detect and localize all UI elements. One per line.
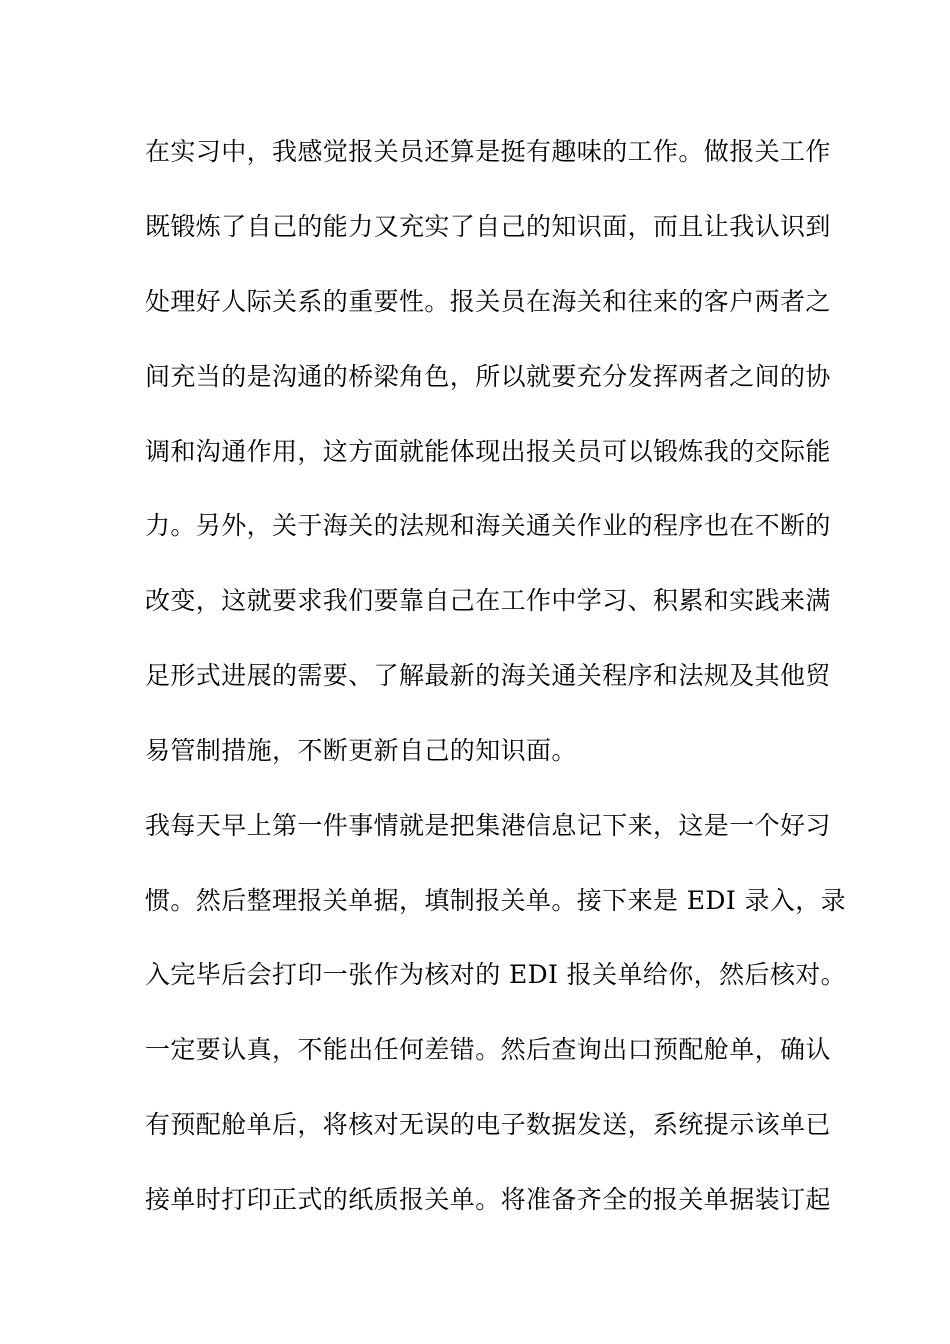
text-line: 接单时打印正式的纸质报关单。将准备齐全的报关单据装订起 — [145, 1185, 831, 1214]
text-line: 力。另外，关于海关的法规和海关通关作业的程序也在不断的 — [145, 511, 831, 540]
text-line: 改变，这就要求我们要靠自己在工作中学习、积累和实践来满 — [145, 586, 831, 615]
text-line: 入完毕后会打印一张作为核对的 EDI 报关单给你，然后核对。 — [145, 960, 847, 989]
text-line: 既锻炼了自己的能力又充实了自己的知识面，而且让我认识到 — [145, 212, 831, 241]
text-line: 调和沟通作用，这方面就能体现出报关员可以锻炼我的交际能 — [145, 437, 831, 466]
text-line: 易管制措施，不断更新自己的知识面。 — [145, 736, 577, 765]
text-line: 有预配舱单后，将核对无误的电子数据发送，系统提示该单已 — [145, 1110, 831, 1139]
text-line: 一定要认真，不能出任何差错。然后查询出口预配舱单，确认 — [145, 1035, 831, 1064]
text-line: 在实习中，我感觉报关员还算是挺有趣味的工作。做报关工作 — [145, 137, 831, 166]
text-line: 足形式进展的需要、了解最新的海关通关程序和法规及其他贸 — [145, 661, 831, 690]
text-line: 我每天早上第一件事情就是把集港信息记下来，这是一个好习 — [145, 811, 831, 840]
text-line: 间充当的是沟通的桥梁角色，所以就要充分发挥两者之间的协 — [145, 362, 831, 391]
text-line: 惯。然后整理报关单据，填制报关单。接下来是 EDI 录入，录 — [145, 886, 847, 915]
text-line: 处理好人际关系的重要性。报关员在海关和往来的客户两者之 — [145, 287, 831, 316]
